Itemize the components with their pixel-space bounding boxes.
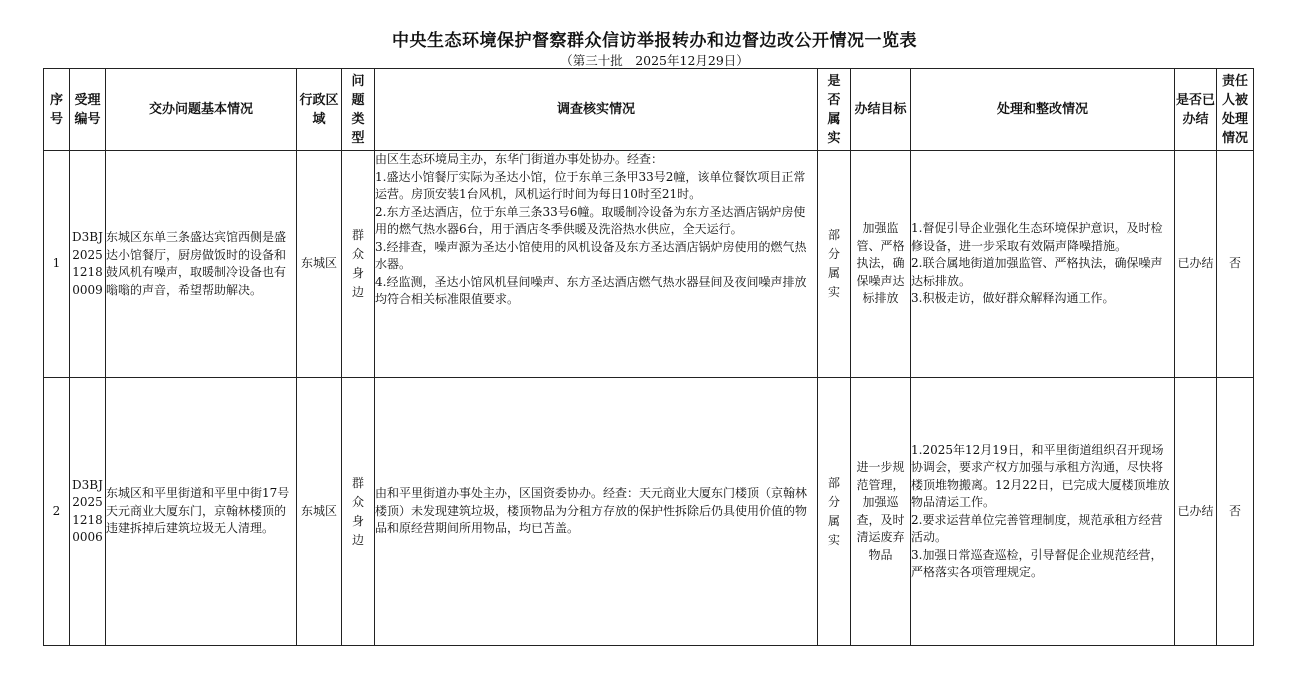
page-title: 中央生态环境保护督察群众信访举报转办和边督边改公开情况一览表 [392,31,917,51]
header-rectify: 处理和整改情况 [911,69,1175,151]
header-goal: 办结目标 [851,69,911,151]
cell-goal: 进一步规范管理，加强巡查，及时清运废弃物品 [851,378,911,646]
cell-rectify [911,151,1175,378]
page-subtitle: （第三十批 2025年12月29日） [560,53,749,68]
header-seq: 序号 [44,69,70,151]
cell-goal: 加强监管、严格执法，确保噪声达标排放 [851,151,911,378]
table-row [44,151,1254,378]
investigation-line: 4.经监测，圣达小馆风机昼间噪声、东方圣达酒店燃气热水器昼间及夜间噪声排放均符合相关标准限值要求。 [375,274,807,306]
cell-seq: 1 [44,151,70,378]
cell-type: 群众身边 [342,151,375,378]
header-type: 问题类型 [342,69,375,151]
investigation-line: 3.经排查，噪声源为圣达小馆使用的风机设备及东方圣达酒店锅炉房使用的燃气热水器。 [375,239,807,271]
cell-district: 东城区 [297,151,342,378]
cell-accountability: 否 [1217,151,1254,378]
cell-done: 已办结 [1175,151,1217,378]
cell-is-true: 部分属实 [818,378,851,646]
cell-issue: 东城区和平里街道和平里中街17号天元商业大厦东门，京翰林楼顶的违建拆掉后建筑垃圾无人清理。 [106,378,297,646]
cell-issue: 东城区东单三条盛达宾馆西侧是盛达小馆餐厅，厨房做饭时的设备和鼓风机有噪声，取暖制冷设备也有嗡嗡的声音，希望帮助解决。 [106,151,297,378]
table-row [44,378,1254,646]
header-is-true: 是否属实 [818,69,851,151]
header-district: 行政区域 [297,69,342,151]
header-accountability: 责任人被处理情况 [1217,69,1254,151]
report-table [43,68,1254,646]
cell-done: 已办结 [1175,378,1217,646]
cell-is-true: 部分属实 [818,151,851,378]
cell-investigation [375,378,818,646]
header-code: 受理编号 [70,69,106,151]
header-row [44,69,1254,151]
cell-accountability: 否 [1217,378,1254,646]
cell-code: D3BJ20251218 0006 [70,378,106,646]
cell-seq: 2 [44,378,70,646]
investigation-line: 1.盛达小馆餐厅实际为圣达小馆，位于东单三条甲33号2幢，该单位餐饮项目正常运营。房顶安装1台风机，风机运行时间为每日10时至21时。 [375,169,806,201]
cell-investigation [375,151,818,378]
header-done: 是否已办结 [1175,69,1217,151]
cell-type: 群众身边 [342,378,375,646]
header-investigation: 调查核实情况 [375,69,818,151]
rectify-line: 3.加强日常巡查巡检，引导督促企业规范经营，严格落实各项管理规定。 [911,547,1163,579]
cell-rectify [911,378,1175,646]
cell-code: D3BJ20251218 0009 [70,151,106,378]
rectify-line: 2.联合属地街道加强监管、严格执法，确保噪声达标排放。 [911,256,1163,288]
header-issue: 交办问题基本情况 [106,69,297,151]
investigation-line: 由和平里街道办事处主办，区国资委协办。经查：天元商业大厦东门楼顶（京翰林楼顶）未发现建筑垃圾，楼顶物品为分租方存放的保护性拆除后仍具使用价值的物品和原经营期间所用物品，均已苫盖。 [375,486,808,536]
rectify-line: 1.2025年12月19日，和平里街道组织召开现场协调会，要求产权方加强与承租方沟通，尽快将楼顶堆物搬离。12月22日，已完成大厦楼顶堆放物品清运工作。 [911,442,1170,509]
rectify-line: 3.积极走访，做好群众解释沟通工作。 [911,291,1115,306]
rectify-line: 2.要求运营单位完善管理制度，规范承租方经营活动。 [911,512,1163,544]
cell-district: 东城区 [297,378,342,646]
investigation-line: 由区生态环境局主办，东华门街道办事处协办。经查： [375,152,664,166]
investigation-line: 2.东方圣达酒店，位于东单三条33号6幢。取暖制冷设备为东方圣达酒店锅炉房使用的燃气热水器6台，用于酒店冬季供暖及洗浴热水供应，全天运行。 [375,204,806,236]
rectify-line: 1.督促引导企业强化生态环境保护意识，及时检修设备，进一步采取有效隔声降噪措施。 [911,221,1163,253]
